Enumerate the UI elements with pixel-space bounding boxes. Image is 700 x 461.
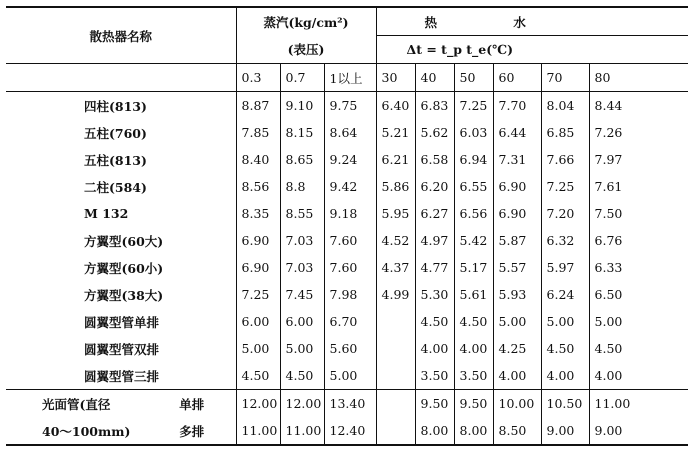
cell (376, 335, 415, 362)
cell: 4.00 (454, 335, 493, 362)
cell: 4.50 (236, 362, 280, 390)
col-water-1: 40 (415, 64, 454, 92)
cell: 5.57 (493, 254, 541, 281)
radiator-name: 方翼型(38大) (6, 281, 236, 308)
radiator-name: 方翼型(60大) (6, 227, 236, 254)
cell: 4.50 (594, 341, 623, 356)
cell: 7.60 (324, 227, 376, 254)
cell: 6.40 (376, 92, 415, 120)
cell: 4.37 (376, 254, 415, 281)
cell: 8.00 (415, 417, 454, 445)
cell: 6.24 (541, 281, 589, 308)
header-name: 散热器名称 (6, 7, 236, 64)
cell: 5.60 (324, 335, 376, 362)
cell: 9.00 (589, 417, 688, 445)
cell: 6.20 (415, 173, 454, 200)
cell: 6.90 (493, 200, 541, 227)
cell: 5.86 (376, 173, 415, 200)
col-water-3: 60 (493, 64, 541, 92)
header-steam-sub: (表压) (236, 36, 376, 64)
cell: 12.00 (236, 390, 280, 418)
cell: 7.31 (493, 146, 541, 173)
cell: 11.00 (280, 417, 324, 445)
cell: 11.00 (589, 390, 688, 418)
cell: 7.20 (541, 200, 589, 227)
cell: 8.04 (541, 92, 589, 120)
cell: 11.00 (236, 417, 280, 445)
cell: 6.27 (415, 200, 454, 227)
col-steam-0: 0.3 (236, 64, 280, 92)
cell: 8.50 (493, 417, 541, 445)
cell: 4.50 (415, 308, 454, 335)
cell: 7.03 (280, 254, 324, 281)
cell: 7.25 (541, 173, 589, 200)
radiator-name: 圆翼型管单排 (6, 308, 236, 335)
cell: 7.66 (541, 146, 589, 173)
cell: 4.00 (541, 362, 589, 390)
cell: 6.85 (541, 119, 589, 146)
cell: 7.61 (594, 179, 623, 194)
col-water-4: 70 (541, 64, 589, 92)
cell: 8.15 (280, 119, 324, 146)
col-steam-1: 0.7 (280, 64, 324, 92)
cell: 6.90 (236, 254, 280, 281)
header-steam: 蒸汽(kg/cm²) (236, 7, 376, 36)
header-empty (6, 64, 236, 92)
table-row (6, 362, 688, 390)
cell: 9.24 (324, 146, 376, 173)
cell: 6.55 (454, 173, 493, 200)
table-row (6, 200, 688, 227)
cell: 8.64 (324, 119, 376, 146)
cell: 6.21 (376, 146, 415, 173)
table-row (6, 146, 688, 173)
cell (376, 308, 415, 335)
cell: 9.75 (324, 92, 376, 120)
cell: 4.50 (280, 362, 324, 390)
cell: 6.03 (454, 119, 493, 146)
cell: 4.97 (415, 227, 454, 254)
cell: 6.00 (236, 308, 280, 335)
cell: 5.00 (324, 362, 376, 390)
cell: 13.40 (324, 390, 376, 418)
table-row (6, 227, 688, 254)
cell: 9.00 (541, 417, 589, 445)
cell: 8.35 (236, 200, 280, 227)
table-row (6, 335, 688, 362)
cell: 7.85 (236, 119, 280, 146)
cell: 5.00 (236, 335, 280, 362)
cell: 8.8 (280, 173, 324, 200)
col-water-0: 30 (376, 64, 415, 92)
cell: 6.90 (493, 173, 541, 200)
cell: 8.55 (280, 200, 324, 227)
cell: 7.70 (493, 92, 541, 120)
cell: 6.70 (324, 308, 376, 335)
col-steam-2: 1以上 (324, 64, 376, 92)
cell: 9.10 (280, 92, 324, 120)
col-water-5: 80 (589, 64, 688, 92)
cell: 12.00 (280, 390, 324, 418)
cell: 9.18 (324, 200, 376, 227)
table-row (6, 92, 688, 120)
cell: 5.17 (454, 254, 493, 281)
cell: 7.50 (594, 206, 623, 221)
cell: 8.87 (236, 92, 280, 120)
cell: 6.58 (415, 146, 454, 173)
smooth-label-1: 光面管(直径 (6, 390, 148, 418)
cell: 8.65 (280, 146, 324, 173)
cell: 9.42 (324, 173, 376, 200)
cell: 5.00 (493, 308, 541, 335)
cell: 8.56 (236, 173, 280, 200)
cell: 12.40 (324, 417, 376, 445)
cell: 5.97 (541, 254, 589, 281)
cell: 8.44 (594, 98, 623, 113)
cell: 8.40 (236, 146, 280, 173)
cell: 6.83 (415, 92, 454, 120)
cell: 7.25 (454, 92, 493, 120)
cell (376, 362, 415, 390)
radiator-name: 方翼型(60小) (6, 254, 236, 281)
header-water (376, 7, 688, 36)
cell: 8.00 (454, 417, 493, 445)
smooth-sub-1: 多排 (148, 417, 236, 445)
radiator-name: 五柱(760) (6, 119, 236, 146)
cell: 4.52 (376, 227, 415, 254)
cell: 3.50 (454, 362, 493, 390)
cell: 7.60 (324, 254, 376, 281)
cell: 4.25 (493, 335, 541, 362)
cell: 4.00 (493, 362, 541, 390)
cell: 6.76 (594, 233, 623, 248)
cell: 6.44 (493, 119, 541, 146)
cell: 5.00 (594, 314, 623, 329)
cell: 5.21 (376, 119, 415, 146)
col-water-2: 50 (454, 64, 493, 92)
cell: 7.97 (594, 152, 623, 167)
radiator-name: M 132 (6, 200, 236, 227)
cell: 5.42 (454, 227, 493, 254)
cell: 4.77 (415, 254, 454, 281)
header-water-sub: Δt = t_p t_e(℃) (376, 36, 688, 64)
cell: 5.00 (280, 335, 324, 362)
table-row (6, 281, 688, 308)
cell: 6.32 (541, 227, 589, 254)
smooth-row-1 (6, 417, 688, 445)
cell: 5.95 (376, 200, 415, 227)
header-water-right: 水 (513, 14, 526, 30)
cell: 4.50 (541, 335, 589, 362)
cell: 9.50 (415, 390, 454, 418)
header-cols-row (6, 64, 688, 92)
cell: 4.00 (594, 368, 623, 383)
cell: 4.00 (415, 335, 454, 362)
cell: 4.99 (376, 281, 415, 308)
cell: 6.56 (454, 200, 493, 227)
cell: 6.33 (594, 260, 623, 275)
cell: 6.50 (594, 287, 623, 302)
table-row (6, 308, 688, 335)
radiator-heat-table (6, 6, 688, 446)
radiator-name: 五柱(813) (6, 146, 236, 173)
radiator-name: 圆翼型管三排 (6, 362, 236, 390)
cell: 6.94 (454, 146, 493, 173)
cell: 6.90 (236, 227, 280, 254)
cell: 7.03 (280, 227, 324, 254)
cell: 5.00 (541, 308, 589, 335)
cell: 7.98 (324, 281, 376, 308)
radiator-name: 四柱(813) (6, 92, 236, 120)
cell: 5.62 (415, 119, 454, 146)
table-row (6, 254, 688, 281)
smooth-row-0 (6, 390, 688, 418)
cell: 7.25 (236, 281, 280, 308)
cell: 10.00 (493, 390, 541, 418)
cell: 9.50 (454, 390, 493, 418)
cell: 5.61 (454, 281, 493, 308)
table-row (6, 173, 688, 200)
radiator-name: 圆翼型管双排 (6, 335, 236, 362)
cell: 5.93 (493, 281, 541, 308)
header-water-left: 热 (424, 14, 438, 30)
cell: 6.00 (280, 308, 324, 335)
radiator-name: 二柱(584) (6, 173, 236, 200)
cell: 5.30 (415, 281, 454, 308)
cell: 10.50 (541, 390, 589, 418)
cell: 5.87 (493, 227, 541, 254)
cell: 4.50 (454, 308, 493, 335)
cell: 7.45 (280, 281, 324, 308)
cell: 7.26 (594, 125, 623, 140)
cell: 3.50 (415, 362, 454, 390)
cell (376, 417, 415, 445)
smooth-label-2: 40～100mm) (6, 417, 148, 445)
table-row (6, 119, 688, 146)
smooth-sub-0: 单排 (148, 390, 236, 418)
cell (376, 390, 415, 418)
